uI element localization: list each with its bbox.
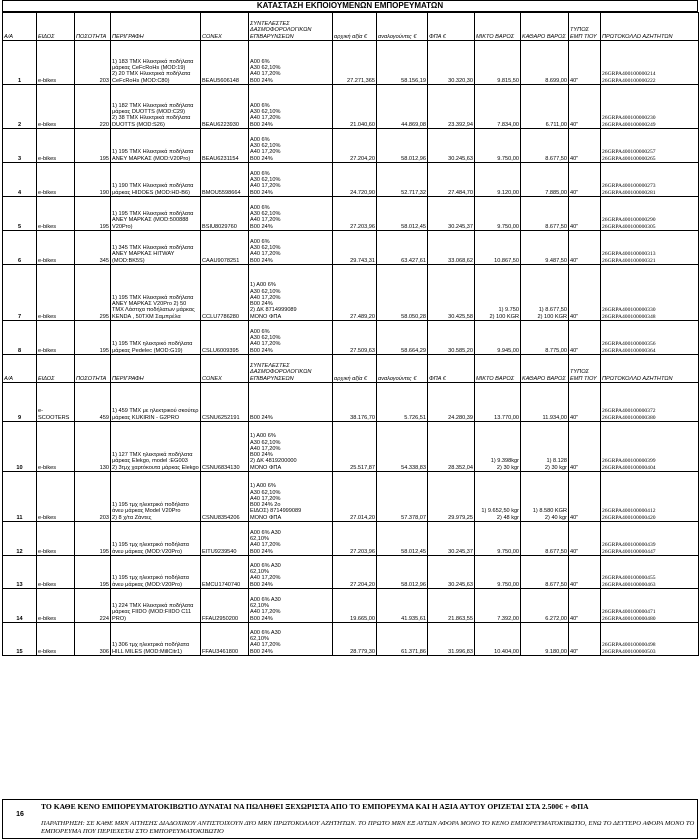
item-type: e-bikes	[37, 129, 75, 163]
net-weight: 8.677,50	[521, 197, 569, 231]
container-code: CAAU9078251	[201, 231, 249, 265]
initial-value: 27.014,20	[333, 472, 377, 522]
gross-weight: 9.750,00	[475, 129, 521, 163]
table-row	[3, 197, 699, 231]
quantity: 195	[75, 197, 111, 231]
gross-weight: 13.770,00	[475, 383, 521, 422]
vat-amount: 24.280,39	[428, 383, 475, 422]
container-type: 40''	[569, 472, 601, 522]
container-type: 40''	[569, 383, 601, 422]
table-row	[3, 265, 699, 321]
tax-rates: 1) A00 6% A30 62,10% A40 17,20% B00 24% 2) ΔΚ 4819200000 ΜΟΝΟ ΦΠΑ	[249, 422, 333, 472]
row-number: 11	[3, 472, 37, 522]
vat-amount: 29.979,25	[428, 472, 475, 522]
protocol-numbers: 26GRPA400100000356 26GRPA400100000364	[601, 321, 699, 355]
initial-value: 27.203,96	[333, 197, 377, 231]
initial-value: 19.665,00	[333, 589, 377, 623]
gross-weight: 9.945,00	[475, 321, 521, 355]
net-weight: 8.677,50	[521, 129, 569, 163]
container-type: 40''	[569, 321, 601, 355]
vat-amount: 30.245,37	[428, 197, 475, 231]
net-weight: 8.677,50	[521, 522, 569, 556]
initial-value: 27.204,20	[333, 556, 377, 589]
container-type: 40''	[569, 522, 601, 556]
container-type: 40''	[569, 231, 601, 265]
table-row	[3, 623, 699, 656]
description: 1) 195 τμχ ηλεκτρικό ποδήλατα άνευ μάρκας (MOD:V20Pro)	[111, 556, 201, 589]
gross-weight: 1) 9.652,50 kgr 2) 48 kgr	[475, 472, 521, 522]
protocol-numbers: 26GRPA400100000471 26GRPA400100000480	[601, 589, 699, 623]
quantity: 295	[75, 265, 111, 321]
quantity: 203	[75, 41, 111, 85]
description: 1) 195 ΤΜΧ Ηλεκτρικά ποδήλατα ANEY ΜΑΡΚΑΣ (MOD:V20Pro)	[111, 129, 201, 163]
column-header-syntelestes: ΣΥΝΤΕΛΕΣΤΕΣ ΔΑΣΜΟΦΟΡΟΛΟΓΙΚΩΝ ΕΠΙΒΑΡΥΝΣΕΩΝ	[249, 355, 333, 383]
protocol-numbers: 26GRPA400100000455 26GRPA400100000463	[601, 556, 699, 589]
goods-table	[2, 12, 699, 656]
column-header-fpa: ΦΠΑ €	[428, 13, 475, 41]
vat-amount: 30.245,63	[428, 556, 475, 589]
column-header-analogountes: αναλογούντες €	[377, 13, 428, 41]
tax-rates: A00 6% A30 62,10% A40 17,20% B00 24%	[249, 231, 333, 265]
initial-value: 27.509,63	[333, 321, 377, 355]
row-number: 8	[3, 321, 37, 355]
item-type: e-bikes	[37, 556, 75, 589]
duties-amount: 44.869,08	[377, 85, 428, 129]
duties-amount: 58.012,45	[377, 522, 428, 556]
row-number: 15	[3, 623, 37, 656]
tax-rates: A00 6% A30 62,10% A40 17,20% B00 24%	[249, 129, 333, 163]
table-row	[3, 231, 699, 265]
description: 1) 459 ΤΜΧ με ηλεκτρικού σκούτερ μάρκας KUKIRIN - G2PRO	[111, 383, 201, 422]
document-title: ΚΑΤΑΣΤΑΣΗ ΕΚΠΟΙΟΥΜΕΝΩΝ ΕΜΠΟΡΕΥΜΑΤΩΝ	[2, 0, 698, 12]
row-number: 6	[3, 231, 37, 265]
net-weight: 11.934,00	[521, 383, 569, 422]
table-header-row	[3, 13, 699, 41]
table-header-row	[3, 355, 699, 383]
container-type: 40''	[569, 556, 601, 589]
gross-weight: 1) 9.398kgr 2) 30 kgr	[475, 422, 521, 472]
description: 1) 190 ΤΜΧ Ηλεκτρικά ποδήλατα μάρκας HIDOES (MOD:HD-B6)	[111, 163, 201, 197]
tax-rates: A00 6% A30 62,10% A40 17,20% B00 24%	[249, 41, 333, 85]
container-type: 40''	[569, 422, 601, 472]
row-number: 12	[3, 522, 37, 556]
quantity: 345	[75, 231, 111, 265]
description: 1) 224 ΤΜΧ Ηλεκτρικά ποδήλατα μάρκας FIIDO (MOD:FIIDO C11 PRO)	[111, 589, 201, 623]
container-code: CSNU6834130	[201, 422, 249, 472]
column-header-eidos: ΕΙΔΟΣ	[37, 13, 75, 41]
table-row	[3, 41, 699, 85]
footer-remark: ΠΑΡΑΤΗΡΗΣΗ: ΣΕ ΚΑΘΕ MRN ΑΙΤΗΣΗΣ ΔΙΑΔΟΧΙΚΟΥ ΑΝΤΙΣΤΟΙΧΟΥΝ ΔΥΟ MRN ΠΡΩΤΟΚΟΛΛΟΥ ΑΖΗΤΗΤΩΝ. ΤΟ ΠΡΩΤΟ MRN ΕΞ ΑΥΤΩΝ ΑΦΟΡΑ ΜΟΝΟ ΤΟ ΚΕΝΟ ΕΜΠΟΡΕΥΜΑΤΟΚΙΒΩΤΙΟ, ΕΝΩ ΤΟ ΔΕΥΤΕΡΟ ΑΦΟΡΑ ΜΟΝΟ ΤΟ ΕΜΠΟΡΕΥΜΑ ΠΟΥ ΠΕΡΙΕΧΕΤΑΙ ΣΤΟ ΕΜΠΟΡΕΥΜΑΤΟΚΙΒΩΤΙΟ	[41, 820, 695, 835]
table-row	[3, 472, 699, 522]
item-type: e-bikes	[37, 589, 75, 623]
container-code: FFAU3461800	[201, 623, 249, 656]
item-type: e-bikes	[37, 623, 75, 656]
item-type: e-SCOOTERS	[37, 383, 75, 422]
container-code: BEAU6231154	[201, 129, 249, 163]
gross-weight: 7.834,00	[475, 85, 521, 129]
table-row	[3, 383, 699, 422]
initial-value: 21.040,60	[333, 85, 377, 129]
row-number: 10	[3, 422, 37, 472]
net-weight: 9.487,50	[521, 231, 569, 265]
tax-rates: A00 6% A30 62,10% A40 17,20% B00 24%	[249, 522, 333, 556]
initial-value: 38.176,70	[333, 383, 377, 422]
description: 1) 182 ΤΜΧ Ηλεκτρικά ποδήλατα μάρκας DUOTTS (MOD:C29) 2) 38 ΤΜΧ Ηλεκτρικά ποδήλατα DUOTTS (MOD:S26)	[111, 85, 201, 129]
description: 1) 345 ΤΜΧ Ηλεκτρικά ποδήλατα ANEY ΜΑΡΚΑΣ HITWAY (MOD:BK5S)	[111, 231, 201, 265]
protocol-numbers: 26GRPA400100000498 26GRPA400100000503	[601, 623, 699, 656]
duties-amount: 54.338,83	[377, 422, 428, 472]
column-header-perigrafi: ΠΕΡΙΓΡΑΦΗ	[111, 13, 201, 41]
column-header-perigrafi: ΠΕΡΙΓΡΑΦΗ	[111, 355, 201, 383]
container-code: EMCU1740740	[201, 556, 249, 589]
net-weight: 6.711,00	[521, 85, 569, 129]
container-type: 40''	[569, 41, 601, 85]
table-row	[3, 321, 699, 355]
quantity: 306	[75, 623, 111, 656]
container-code: BEAU5606148	[201, 41, 249, 85]
gross-weight: 9.120,00	[475, 163, 521, 197]
vat-amount: 30.425,58	[428, 265, 475, 321]
quantity: 195	[75, 129, 111, 163]
container-type: 40''	[569, 197, 601, 231]
net-weight: 1) 8.580 KGR 2) 40 kgr	[521, 472, 569, 522]
container-type: 40''	[569, 129, 601, 163]
item-type: e-bikes	[37, 321, 75, 355]
gross-weight: 9.815,50	[475, 41, 521, 85]
protocol-numbers: 26GRPA400100000330 26GRPA400100000348	[601, 265, 699, 321]
tax-rates: A00 6% A30 62,10% A40 17,20% B00 24%	[249, 85, 333, 129]
column-header-aa: Α/Α	[3, 355, 37, 383]
vat-amount: 23.392,94	[428, 85, 475, 129]
net-weight: 1) 8.128 2) 30 kgr	[521, 422, 569, 472]
vat-amount: 30.245,37	[428, 522, 475, 556]
quantity: 220	[75, 85, 111, 129]
description: 1) 306 τμχ ηλεκτρικά ποδήλατα HILL MILES (MOD:MillCitr1)	[111, 623, 201, 656]
duties-amount: 58.012,96	[377, 556, 428, 589]
container-code: CSNU6252191	[201, 383, 249, 422]
duties-amount: 58.050,28	[377, 265, 428, 321]
row-number: 9	[3, 383, 37, 422]
row-number: 7	[3, 265, 37, 321]
row-number: 14	[3, 589, 37, 623]
protocol-numbers: 26GRPA400100000439 26GRPA400100000447	[601, 522, 699, 556]
column-header-fpa: ΦΠΑ €	[428, 355, 475, 383]
item-type: e-bikes	[37, 85, 75, 129]
duties-amount: 58.012,45	[377, 197, 428, 231]
duties-amount: 52.717,32	[377, 163, 428, 197]
tax-rates: 1) A00 6% A30 62,10% A40 17,20% B00 24% 2o ΕΙΔΟΣ) 8714999089 ΜΟΝΟ ΦΠΑ	[249, 472, 333, 522]
vat-amount: 30.585,20	[428, 321, 475, 355]
column-header-protokollo: ΠΡΩΤΟΚΟΛΛΟ ΑΖΗΤΗΤΩΝ	[601, 355, 699, 383]
initial-value: 27.489,20	[333, 265, 377, 321]
gross-weight: 10.404,00	[475, 623, 521, 656]
net-weight: 9.180,00	[521, 623, 569, 656]
gross-weight: 9.750,00	[475, 522, 521, 556]
vat-amount: 30.245,63	[428, 129, 475, 163]
tax-rates: B00 24%	[249, 383, 333, 422]
footer-note	[2, 799, 698, 839]
footer-row-number: 16	[16, 811, 24, 818]
duties-amount: 58.664,29	[377, 321, 428, 355]
table-row	[3, 163, 699, 197]
gross-weight: 9.750,00	[475, 197, 521, 231]
container-type: 40''	[569, 85, 601, 129]
column-header-arxiki: αρχική αξία €	[333, 355, 377, 383]
table-row	[3, 85, 699, 129]
duties-amount: 63.427,61	[377, 231, 428, 265]
quantity: 130	[75, 422, 111, 472]
table-row	[3, 522, 699, 556]
net-weight: 6.272,00	[521, 589, 569, 623]
container-code: CCLU7786280	[201, 265, 249, 321]
column-header-mikto: ΜΙΚΤΟ ΒΑΡΟΣ	[475, 13, 521, 41]
initial-value: 27.203,96	[333, 522, 377, 556]
row-number: 5	[3, 197, 37, 231]
item-type: e-bikes	[37, 41, 75, 85]
net-weight: 8.699,00	[521, 41, 569, 85]
container-code: BSIU8029760	[201, 197, 249, 231]
column-header-katharo: ΚΑΘΑΡΟ ΒΑΡΟΣ	[521, 355, 569, 383]
protocol-numbers: 26GRPA400100000290 26GRPA400100000305	[601, 197, 699, 231]
duties-amount: 58.156,19	[377, 41, 428, 85]
initial-value: 25.517,87	[333, 422, 377, 472]
protocol-numbers: 26GRPA400100000273 26GRPA400100000281	[601, 163, 699, 197]
duties-amount: 41.935,61	[377, 589, 428, 623]
column-header-posotita: ΠΟΣΟΤΗΤΑ	[75, 13, 111, 41]
column-header-katharo: ΚΑΘΑΡΟ ΒΑΡΟΣ	[521, 13, 569, 41]
vat-amount: 33.068,62	[428, 231, 475, 265]
tax-rates: A00 6% A30 62,10% A40 17,20% B00 24%	[249, 589, 333, 623]
row-number: 3	[3, 129, 37, 163]
container-code: FFAU2950200	[201, 589, 249, 623]
gross-weight: 10.867,50	[475, 231, 521, 265]
row-number: 1	[3, 41, 37, 85]
column-header-arxiki: αρχική αξία €	[333, 13, 377, 41]
column-header-eidos: ΕΙΔΟΣ	[37, 355, 75, 383]
column-header-typos: ΤΥΠΟΣ ΕΜΠ ΤΙΟΥ	[569, 13, 601, 41]
container-type: 40''	[569, 589, 601, 623]
initial-value: 24.720,90	[333, 163, 377, 197]
initial-value: 27.271,365	[333, 41, 377, 85]
item-type: e-bikes	[37, 163, 75, 197]
container-type: 40''	[569, 163, 601, 197]
description: 1) 195 ΤΜΧ ηλεκτρικό ποδήλατα μάρκας Pedelec (MOD:G19)	[111, 321, 201, 355]
container-code: BMOU5598664	[201, 163, 249, 197]
column-header-protokollo: ΠΡΩΤΟΚΟΛΛΟ ΑΖΗΤΗΤΩΝ	[601, 13, 699, 41]
container-code: CSLU6009395	[201, 321, 249, 355]
description: 1) 195 ΤΜΧ Ηλεκτρικά ποδήλατα ANEY ΜΑΡΚΑΣ (MOD:500888 V20Pro)	[111, 197, 201, 231]
protocol-numbers: 26GRPA400100000412 26GRPA400100000420	[601, 472, 699, 522]
item-type: e-bikes	[37, 265, 75, 321]
protocol-numbers: 26GRPA400100000399 26GRPA400100000404	[601, 422, 699, 472]
tax-rates: A00 6% A30 62,10% A40 17,20% B00 24%	[249, 321, 333, 355]
quantity: 203	[75, 472, 111, 522]
tax-rates: 1) A00 6% A30 62,10% A40 17,20% B00 24% 2) ΔΚ 8714999089 ΜΟΝΟ ΦΠΑ	[249, 265, 333, 321]
column-header-syntelestes: ΣΥΝΤΕΛΕΣΤΕΣ ΔΑΣΜΟΦΟΡΟΛΟΓΙΚΩΝ ΕΠΙΒΑΡΥΝΣΕΩΝ	[249, 13, 333, 41]
initial-value: 28.779,30	[333, 623, 377, 656]
quantity: 459	[75, 383, 111, 422]
container-code: BEAU6223930	[201, 85, 249, 129]
table-row	[3, 589, 699, 623]
duties-amount: 58.012,96	[377, 129, 428, 163]
duties-amount: 5.726,51	[377, 383, 428, 422]
item-type: e-bikes	[37, 422, 75, 472]
item-type: e-bikes	[37, 472, 75, 522]
row-number: 4	[3, 163, 37, 197]
description: 1) 195 τμχ ηλεκτρικό ποδήλατα άνευ μάρκας (MOD:V20Pro)	[111, 522, 201, 556]
duties-amount: 57.378,07	[377, 472, 428, 522]
column-header-posotita: ΠΟΣΟΤΗΤΑ	[75, 355, 111, 383]
item-type: e-bikes	[37, 197, 75, 231]
protocol-numbers: 26GRPA400100000372 26GRPA400100000380	[601, 383, 699, 422]
quantity: 195	[75, 556, 111, 589]
net-weight: 1) 8.677,50 2) 100 KGR	[521, 265, 569, 321]
table-row	[3, 129, 699, 163]
description: 1) 195 ΤΜΧ Ηλεκτρικά ποδήλατα ANEY ΜΑΡΚΑΣ V20Pro 2) 50 ΤΜΧ Λάστιχα ποδήλατων μάρκας KENDA , 50ΤΧΜ Σαμπρέλα	[111, 265, 201, 321]
vat-amount: 28.352,04	[428, 422, 475, 472]
gross-weight: 1) 9.750 2) 100 KGR	[475, 265, 521, 321]
net-weight: 7.885,00	[521, 163, 569, 197]
vat-amount: 21.863,55	[428, 589, 475, 623]
tax-rates: A00 6% A30 62,10% A40 17,20% B00 24%	[249, 556, 333, 589]
footer-main-text: ΤΟ ΚΑΘΕ ΚΕΝΟ ΕΜΠΟΡΕΥΜΑΤΟΚΙΒΩΤΙΟ ΔΥΝΑΤΑΙ ΝΑ ΠΩΛΗΘΕΙ ΞΕΧΩΡΙΣΤΑ ΑΠΟ ΤΟ ΕΜΠΟΡΕΥΜΑ ΚΑΙ Η ΑΞΙΑ ΑΥΤΟΥ ΟΡΙΖΕΤΑΙ ΣΤΑ 2.500€ + ΦΠΑ	[41, 802, 589, 811]
description: 1) 183 ΤΜΧ Ηλεκτρικά ποδήλατα μάρκας CeFcRoHs (MOD:19) 2) 20 ΤΜΧ Ηλεκτρικά ποδήλατα CeFcRoHs (MOD:C80)	[111, 41, 201, 85]
tax-rates: A00 6% A30 62,10% A40 17,20% B00 24%	[249, 197, 333, 231]
quantity: 224	[75, 589, 111, 623]
container-code: CSNU8354206	[201, 472, 249, 522]
protocol-numbers: 26GRPA400100000313 26GRPA400100000321	[601, 231, 699, 265]
duties-amount: 61.371,86	[377, 623, 428, 656]
protocol-numbers: 26GRPA400100000257 26GRPA400100000265	[601, 129, 699, 163]
row-number: 2	[3, 85, 37, 129]
container-type: 40''	[569, 623, 601, 656]
table-row	[3, 556, 699, 589]
container-code: EITU9239540	[201, 522, 249, 556]
quantity: 190	[75, 163, 111, 197]
column-header-aa: Α/Α	[3, 13, 37, 41]
quantity: 195	[75, 522, 111, 556]
tax-rates: A00 6% A30 62,10% A40 17,20% B00 24%	[249, 623, 333, 656]
column-header-typos: ΤΥΠΟΣ ΕΜΠ ΤΙΟΥ	[569, 355, 601, 383]
gross-weight: 9.750,00	[475, 556, 521, 589]
net-weight: 8.775,00	[521, 321, 569, 355]
net-weight: 8.677,50	[521, 556, 569, 589]
item-type: e-bikes	[37, 522, 75, 556]
description: 1) 195 τμχ ηλεκτρικό ποδήλατο άνευ μάρκας Model V20Pro 2) 8 χ/τα Ζάντες	[111, 472, 201, 522]
tax-rates: A00 6% A30 62,10% A40 17,20% B00 24%	[249, 163, 333, 197]
initial-value: 29.743,31	[333, 231, 377, 265]
item-type: e-bikes	[37, 231, 75, 265]
column-header-mikto: ΜΙΚΤΟ ΒΑΡΟΣ	[475, 355, 521, 383]
column-header-analogountes: αναλογούντες €	[377, 355, 428, 383]
quantity: 195	[75, 321, 111, 355]
initial-value: 27.204,20	[333, 129, 377, 163]
vat-amount: 30.320,30	[428, 41, 475, 85]
row-number: 13	[3, 556, 37, 589]
protocol-numbers: 26GRPA400100000214 26GRPA400100000222	[601, 41, 699, 85]
table-row	[3, 422, 699, 472]
vat-amount: 27.484,70	[428, 163, 475, 197]
container-type: 40''	[569, 265, 601, 321]
column-header-conex: CONEX	[201, 355, 249, 383]
protocol-numbers: 26GRPA400100000230 26GRPA400100000249	[601, 85, 699, 129]
description: 1) 127 ΤΜΧ ηλεκτρικά ποδήλατα μάρκας Elekgo, model :EG003 2) 3τμχ χαρτόκουτα μάρκας Elekgo	[111, 422, 201, 472]
gross-weight: 7.392,00	[475, 589, 521, 623]
column-header-conex: CONEX	[201, 13, 249, 41]
vat-amount: 31.996,83	[428, 623, 475, 656]
